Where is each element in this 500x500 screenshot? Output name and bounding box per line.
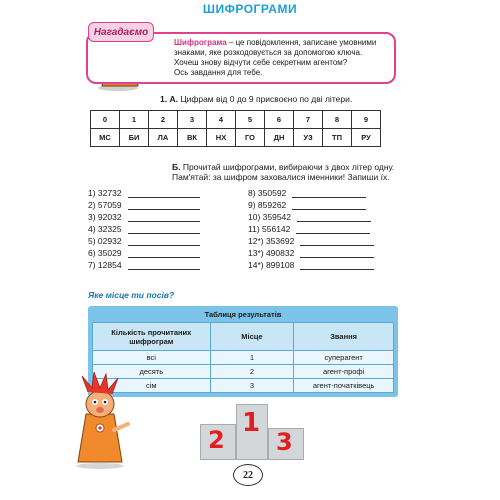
list-item [248, 210, 374, 222]
cipher-letters-row [91, 129, 381, 147]
table-cell: 2 [210, 365, 294, 379]
answer-field[interactable] [128, 225, 200, 234]
table-cell: 3 [210, 379, 294, 393]
table-cell: агент-початківець [294, 379, 394, 393]
answer-field[interactable] [296, 225, 370, 234]
list-item [248, 222, 374, 234]
cipher-letters: НХ [207, 129, 236, 147]
cipher-digit: 9 [352, 111, 381, 129]
code-label: 13*) 490832 [248, 248, 295, 258]
answer-field[interactable] [297, 213, 371, 222]
list-item [248, 186, 374, 198]
list-item [248, 246, 374, 258]
reminder-line-3: Хочеш знову відчути себе секретним агентом? [174, 58, 348, 67]
cipher-digits-row [91, 111, 381, 129]
column-header: Місце [210, 323, 294, 351]
code-label: 2) 57059 [88, 200, 122, 210]
answer-field[interactable] [128, 201, 200, 210]
reminder-line-4: Ось завдання для тебе. [174, 68, 263, 77]
answer-field[interactable] [128, 261, 200, 270]
codes-left-list [88, 186, 200, 270]
page-number: 22 [233, 464, 263, 486]
codes-right-list [248, 186, 374, 270]
code-label: 4) 32325 [88, 224, 122, 234]
cipher-letters: РУ [352, 129, 381, 147]
cipher-digit: 5 [236, 111, 265, 129]
code-label: 11) 556142 [248, 224, 291, 234]
answer-field[interactable] [128, 237, 200, 246]
reminder-line-2: знаками, яке розкодовується за допомогою ключа. [174, 48, 363, 57]
results-caption: Таблиця результатів [204, 310, 282, 319]
cipher-letters: ЛА [149, 129, 178, 147]
answer-field[interactable] [128, 249, 200, 258]
cipher-digit: 3 [178, 111, 207, 129]
table-cell: всі [93, 351, 211, 365]
section-b-marker: Б. [172, 162, 181, 172]
code-label: 1) 32732 [88, 188, 122, 198]
list-item [88, 198, 200, 210]
list-item [88, 258, 200, 270]
results-table [92, 322, 394, 393]
code-label: 10) 359542 [248, 212, 292, 222]
answer-field[interactable] [128, 189, 200, 198]
cipher-key-table [90, 110, 381, 147]
list-item [248, 198, 374, 210]
list-item [88, 186, 200, 198]
cipher-letters: МС [91, 129, 120, 147]
code-label: 3) 92032 [88, 212, 122, 222]
podium-number-second: 2 [208, 426, 225, 454]
cipher-digit: 6 [265, 111, 294, 129]
list-item [88, 210, 200, 222]
cipher-digit: 8 [323, 111, 352, 129]
cipher-digit: 4 [207, 111, 236, 129]
list-item [248, 234, 374, 246]
podium-number-first: 1 [242, 408, 261, 438]
results-header-row [93, 323, 394, 351]
code-label: 6) 35029 [88, 248, 122, 258]
answer-field[interactable] [292, 201, 366, 210]
cipher-letters: ДН [265, 129, 294, 147]
table-cell: десять [93, 365, 211, 379]
answer-field[interactable] [128, 213, 200, 222]
answer-field[interactable] [300, 261, 374, 270]
cipher-digit: 0 [91, 111, 120, 129]
list-item [248, 258, 374, 270]
code-label: 8) 350592 [248, 188, 287, 198]
section-b-line-2: Пам'ятай: за шифром заховалися іменники! Запиши їх. [172, 172, 390, 182]
section-a-instruction [160, 94, 352, 104]
cipher-letters: УЗ [294, 129, 323, 147]
table-row [93, 365, 394, 379]
table-row [93, 351, 394, 365]
column-header: Звання [294, 323, 394, 351]
cipher-letters: ТП [323, 129, 352, 147]
reminder-text [174, 38, 389, 78]
answer-field[interactable] [292, 189, 366, 198]
column-header: Кількість прочитаних шифрограм [93, 323, 211, 351]
reminder-line-1: – це повідомлення, записане умовними [226, 38, 377, 47]
section-b-line-1: Прочитай шифрограми, вибираючи з двох літер одну. [180, 162, 395, 172]
list-item [88, 246, 200, 258]
table-cell: суперагент [294, 351, 394, 365]
code-label: 5) 02932 [88, 236, 122, 246]
cipher-letters: БИ [120, 129, 149, 147]
code-label: 12*) 353692 [248, 236, 295, 246]
winners-podium [196, 402, 308, 460]
code-label: 14*) 899108 [248, 260, 295, 270]
code-label: 7) 12854 [88, 260, 122, 270]
list-item [88, 222, 200, 234]
table-cell: сім [93, 379, 211, 393]
section-b-instruction [172, 162, 422, 182]
table-cell: агент-профі [294, 365, 394, 379]
list-item [88, 234, 200, 246]
cipher-digit: 1 [120, 111, 149, 129]
cipher-digit: 2 [149, 111, 178, 129]
cipher-digit: 7 [294, 111, 323, 129]
table-cell: 1 [210, 351, 294, 365]
cipher-letters: ГО [236, 129, 265, 147]
place-question: Яке місце ти посів? [88, 290, 175, 300]
answer-field[interactable] [300, 237, 374, 246]
answer-field[interactable] [300, 249, 374, 258]
section-a-text: Цифрам від 0 до 9 присвоєно по дві літери. [177, 94, 353, 104]
cipher-letters: ВК [178, 129, 207, 147]
code-label: 9) 859262 [248, 200, 287, 210]
podium-number-third: 3 [276, 428, 293, 456]
table-row [93, 379, 394, 393]
results-panel [88, 306, 398, 397]
section-a-marker: 1. А. [160, 94, 178, 104]
reminder-tab: Нагадаємо [88, 22, 154, 42]
reminder-term: Шифрограма [174, 38, 227, 47]
agent-mascot-illustration [64, 370, 134, 470]
page-title: ШИФРОГРАМИ [202, 2, 298, 16]
